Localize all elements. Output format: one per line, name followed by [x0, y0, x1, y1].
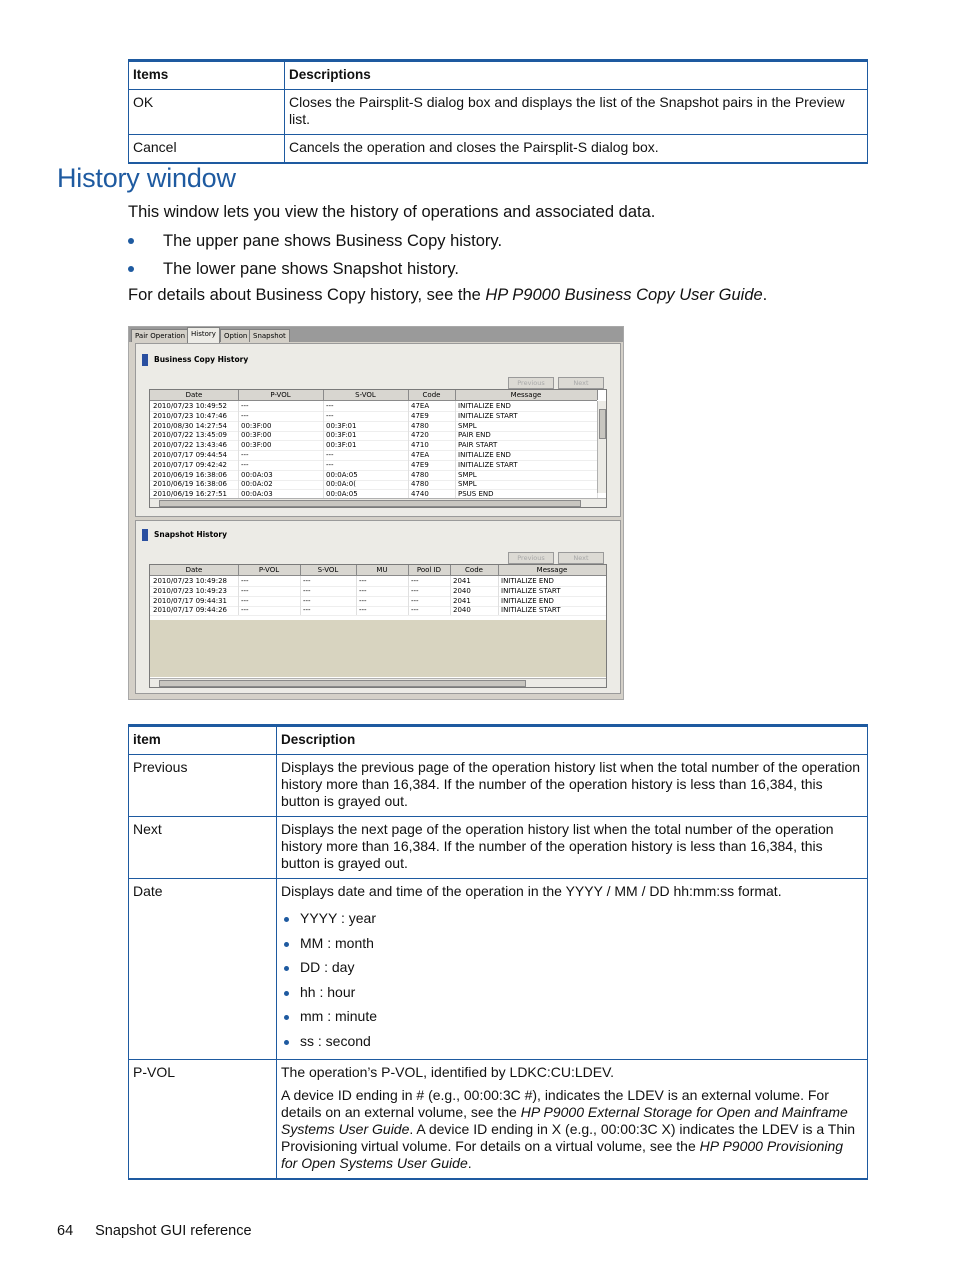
grid-cell: ---	[326, 401, 409, 411]
grid-cell: 2010/06/19 16:27:51	[153, 489, 239, 499]
panel-title: Snapshot History	[142, 529, 227, 541]
panel-title: Business Copy History	[142, 354, 248, 366]
grid-cell: ---	[411, 605, 451, 615]
grid-cell: 2010/06/19 16:38:06	[153, 479, 239, 489]
grid-cell: ---	[411, 586, 451, 596]
next-button[interactable]: Next	[558, 377, 604, 389]
section-title: History window	[57, 163, 236, 193]
list-item: ss : second	[281, 1029, 863, 1054]
grid-cell: 00:3F:00	[241, 421, 324, 431]
history-window-screenshot	[128, 326, 624, 700]
grid-cell: 47E9	[411, 460, 456, 470]
snapshot-history-panel	[135, 520, 621, 694]
grid-cell: ---	[411, 576, 451, 586]
previous-button[interactable]: Previous	[508, 377, 554, 389]
intro-paragraph: This window lets you view the history of operations and associated data.	[128, 203, 656, 221]
grid-cell: ---	[241, 576, 301, 586]
column-header-description: Description	[277, 726, 868, 755]
table-row	[129, 135, 868, 164]
table-row	[129, 879, 868, 1060]
empty-list-area	[150, 620, 606, 677]
grid-cell: INITIALIZE START	[501, 586, 607, 596]
grid-cell: ---	[241, 460, 324, 470]
description-cell: Displays the previous page of the operation history list when the total number of the operation history more than 16,384. If the number of the operation history is less than 16,384, this button is grayed out.	[277, 755, 868, 817]
description-cell: Closes the Pairsplit-S dialog box and displays the list of the Snapshot pairs in the Preview list.	[285, 90, 868, 135]
footer-section: Snapshot GUI reference	[95, 1223, 252, 1239]
grid-cell: ---	[303, 596, 357, 606]
grid-cell: INITIALIZE END	[501, 576, 607, 586]
items-descriptions-table	[128, 59, 868, 164]
grid-column-header[interactable]: Code	[450, 565, 499, 575]
grid-cell: 2010/07/17 09:42:42	[153, 460, 239, 470]
grid-cell: SMPL	[458, 421, 598, 431]
grid-cell: INITIALIZE START	[501, 605, 607, 615]
grid-column-header[interactable]: Message	[455, 390, 598, 400]
grid-cell: 00:0A:02	[241, 479, 324, 489]
grid-cell: INITIALIZE START	[458, 411, 598, 421]
guide-reference: HP P9000 Business Copy User Guide	[485, 286, 763, 304]
grid-cell: 2041	[453, 576, 499, 586]
grid-cell: 47EA	[411, 401, 456, 411]
grid-column-header[interactable]: S-VOL	[300, 565, 357, 575]
item-cell: P-VOL	[129, 1060, 277, 1180]
grid-cell: 2010/08/30 14:27:54	[153, 421, 239, 431]
grid-cell: 2041	[453, 596, 499, 606]
grid-cell: ---	[303, 605, 357, 615]
grid-cell: 2010/06/19 16:38:06	[153, 470, 239, 480]
grid-cell: SMPL	[458, 479, 598, 489]
grid-column-header[interactable]: P-VOL	[238, 390, 324, 400]
grid-cell: PAIR END	[458, 430, 598, 440]
vertical-scrollbar[interactable]	[597, 401, 606, 493]
business-copy-history-panel	[135, 343, 621, 517]
bullet-icon	[128, 238, 134, 244]
table-row[interactable]	[150, 605, 606, 616]
scrollbar-thumb[interactable]	[159, 680, 526, 687]
business-copy-history-grid	[149, 389, 607, 508]
grid-header-row	[150, 565, 606, 576]
grid-column-header[interactable]: S-VOL	[323, 390, 409, 400]
horizontal-scrollbar[interactable]	[150, 498, 606, 507]
table-row	[129, 755, 868, 817]
date-format-list	[281, 906, 863, 1053]
grid-cell: ---	[411, 596, 451, 606]
grid-column-header[interactable]: Message	[498, 565, 607, 575]
list-item: MM : month	[281, 931, 863, 956]
grid-cell: 4740	[411, 489, 456, 499]
table-row	[129, 1060, 868, 1180]
panel-marker-icon	[142, 529, 148, 541]
description-cell: The operation’s P-VOL, identified by LDKC:CU:LDEV. A device ID ending in # (e.g., 00:00:3C #), indicates the LDEV is an external volume. For details on an external volume, see the HP P9000 External Storage for Open and Mainframe Systems User Guide. A device ID ending in X (e.g., 00:00:3C X) indicates the LDEV is a Thin Provisioning virtual volume. For details on a virtual volume, see the HP P9000 Provisioning for Open Systems User Guide.	[277, 1060, 868, 1180]
grid-cell: ---	[241, 401, 324, 411]
grid-cell: 2040	[453, 586, 499, 596]
grid-cell: 2010/07/23 10:49:28	[153, 576, 239, 586]
grid-cell: 00:3F:00	[241, 430, 324, 440]
previous-button[interactable]: Previous	[508, 552, 554, 564]
grid-cell: 00:3F:01	[326, 440, 409, 450]
list-item: hh : hour	[281, 980, 863, 1005]
grid-cell: ---	[241, 450, 324, 460]
tab-snapshot[interactable]: Snapshot	[249, 329, 290, 342]
column-header-descriptions: Descriptions	[285, 61, 868, 90]
grid-cell: PAIR START	[458, 440, 598, 450]
grid-cell: 00:0A:0(	[326, 479, 409, 489]
grid-cell: 2010/07/22 13:43:46	[153, 440, 239, 450]
grid-cell: 2010/07/17 09:44:54	[153, 450, 239, 460]
grid-cell: 00:0A:03	[241, 489, 324, 499]
description-cell: Cancels the operation and closes the Pairsplit-S dialog box.	[285, 135, 868, 164]
grid-cell: 00:3F:00	[241, 440, 324, 450]
grid-cell: 2010/07/17 09:44:31	[153, 596, 239, 606]
guide-reference: HP P9000 External Storage for Open and Mainframe Systems User Guide	[281, 1104, 848, 1137]
scrollbar-thumb[interactable]	[159, 500, 581, 507]
item-cell: Cancel	[129, 135, 285, 164]
tab-option[interactable]: Option	[220, 329, 251, 342]
details-paragraph: For details about Business Copy history, see the HP P9000 Business Copy User Guide.	[128, 286, 768, 304]
grid-cell: ---	[359, 586, 409, 596]
grid-cell: ---	[241, 411, 324, 421]
table-row	[129, 817, 868, 879]
item-cell: Date	[129, 879, 277, 1060]
tab-bar	[129, 327, 623, 342]
description-cell: Displays date and time of the operation in the YYYY / MM / DD hh:mm:ss format. YYYY : year MM : month DD : day hh : hour mm : minute ss : second	[277, 879, 868, 1060]
page-number: 64	[57, 1223, 74, 1239]
grid-column-header[interactable]: Date	[150, 565, 239, 575]
grid-cell: 4780	[411, 479, 456, 489]
page-footer	[57, 1223, 252, 1239]
grid-cell: 00:0A:03	[241, 470, 324, 480]
guide-reference: HP P9000 Provisioning for Open Systems User Guide	[281, 1138, 844, 1171]
next-button[interactable]: Next	[558, 552, 604, 564]
grid-cell: 4720	[411, 430, 456, 440]
grid-cell: 2010/07/23 10:49:23	[153, 586, 239, 596]
description-cell: Displays the next page of the operation history list when the total number of the operation history more than 16,384. If the number of the operation history is less than 16,384, this button is grayed out.	[277, 817, 868, 879]
grid-cell: 4710	[411, 440, 456, 450]
column-header-items: Items	[129, 61, 285, 90]
list-item: mm : minute	[281, 1004, 863, 1029]
grid-cell: 2010/07/23 10:47:46	[153, 411, 239, 421]
grid-cell: ---	[326, 460, 409, 470]
grid-cell: INITIALIZE END	[458, 450, 598, 460]
grid-column-header[interactable]: Code	[408, 390, 456, 400]
tab-pair-operation[interactable]: Pair Operation	[131, 329, 189, 342]
grid-cell: ---	[326, 450, 409, 460]
horizontal-scrollbar[interactable]	[150, 678, 606, 687]
grid-column-header[interactable]: Pool ID	[408, 565, 451, 575]
grid-cell: ---	[326, 411, 409, 421]
snapshot-history-grid	[149, 564, 607, 688]
grid-cell: 00:3F:01	[326, 421, 409, 431]
grid-column-header[interactable]: P-VOL	[238, 565, 301, 575]
grid-cell: ---	[303, 576, 357, 586]
list-item: DD : day	[281, 955, 863, 980]
grid-column-header[interactable]: Date	[150, 390, 239, 400]
grid-cell: ---	[359, 576, 409, 586]
grid-cell: 4780	[411, 421, 456, 431]
item-cell: Next	[129, 817, 277, 879]
grid-cell: 47E9	[411, 411, 456, 421]
grid-cell: 47EA	[411, 450, 456, 460]
grid-cell: ---	[241, 586, 301, 596]
grid-cell: PSUS END	[458, 489, 598, 499]
grid-cell: 00:3F:01	[326, 430, 409, 440]
grid-cell: ---	[241, 596, 301, 606]
tab-history[interactable]: History	[187, 327, 220, 343]
item-description-table	[128, 724, 868, 1180]
grid-cell: 00:0A:05	[326, 489, 409, 499]
grid-cell: 2040	[453, 605, 499, 615]
list-item: YYYY : year	[281, 906, 863, 931]
grid-column-header[interactable]: MU	[356, 565, 409, 575]
item-cell: OK	[129, 90, 285, 135]
grid-cell: 00:0A:05	[326, 470, 409, 480]
grid-cell: SMPL	[458, 470, 598, 480]
grid-cell: INITIALIZE END	[458, 401, 598, 411]
grid-cell: 4780	[411, 470, 456, 480]
grid-header-row	[150, 390, 597, 401]
scrollbar-thumb[interactable]	[599, 409, 606, 439]
grid-cell: 2010/07/22 13:45:09	[153, 430, 239, 440]
item-cell: Previous	[129, 755, 277, 817]
grid-cell: INITIALIZE END	[501, 596, 607, 606]
panel-marker-icon	[142, 354, 148, 366]
column-header-item: item	[129, 726, 277, 755]
grid-cell: 2010/07/17 09:44:26	[153, 605, 239, 615]
grid-cell: ---	[303, 586, 357, 596]
grid-cell: 2010/07/23 10:49:52	[153, 401, 239, 411]
table-header-row	[129, 726, 868, 755]
bullet-icon	[128, 266, 134, 272]
grid-cell: ---	[359, 605, 409, 615]
grid-cell: ---	[241, 605, 301, 615]
table-row	[129, 90, 868, 135]
table-header-row	[129, 61, 868, 90]
grid-cell: INITIALIZE START	[458, 460, 598, 470]
grid-cell: ---	[359, 596, 409, 606]
